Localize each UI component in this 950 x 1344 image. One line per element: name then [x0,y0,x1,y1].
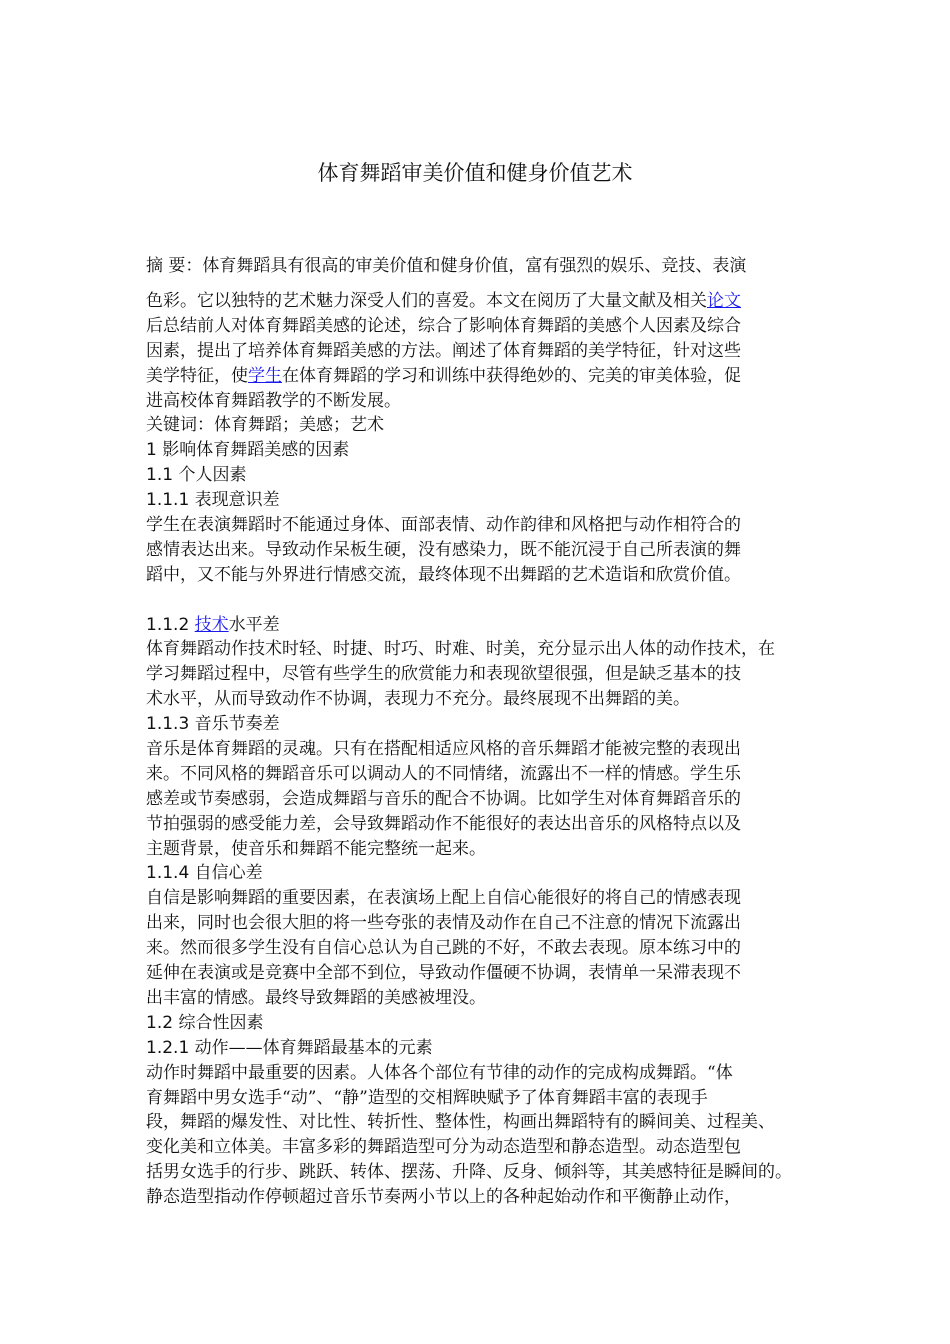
heading-1-1-4: 1.1.4 自信心差 [146,863,263,884]
paragraph-line: 学习舞蹈过程中，尽管有些学生的欣赏能力和表现欲望很强，但是缺乏基本的技 [146,664,741,685]
paragraph-line: 来。不同风格的舞蹈音乐可以调动人的不同情绪，流露出不一样的情感。学生乐 [146,763,741,784]
heading-1-1-2: 1.1.2 技术水平差 [146,614,280,635]
keywords: 关键词：体育舞蹈；美感；艺术 [146,415,384,436]
paragraph-line: 术水平，从而导致动作不协调，表现力不充分。最终展现不出舞蹈的美。 [146,689,690,710]
jishu-link[interactable]: 技术 [194,614,229,635]
paragraph-line: 感情表达出来。导致动作呆板生硬，没有感染力，既不能沉浸于自己所表演的舞 [146,539,741,560]
paragraph-line: 节拍强弱的感受能力差，会导致舞蹈动作不能很好的表达出音乐的风格特点以及 [146,813,741,834]
document-title: 体育舞蹈审美价值和健身价值艺术 [317,161,633,185]
paragraph-line: 主题背景，使音乐和舞蹈不能完整统一起来。 [146,838,486,859]
paragraph-line: 静态造型指动作停顿超过音乐节奏两小节以上的各种起始动作和平衡静止动作， [146,1187,741,1208]
heading-1: 1 影响体育舞蹈美感的因素 [146,440,350,461]
lunwen-link[interactable]: 论文 [707,291,741,311]
paragraph-line: 段，舞蹈的爆发性、对比性、转折性、整体性，构画出舞蹈特有的瞬间美、过程美、 [146,1112,775,1133]
heading-1-2-1: 1.2.1 动作——体育舞蹈最基本的元素 [146,1037,433,1058]
xuesheng-link[interactable]: 学生 [248,365,282,386]
paragraph-line: 来。然而很多学生没有自信心总认为自己跳的不好，不敢去表现。原本练习中的 [146,938,741,959]
abstract-line: 进高校体育舞蹈教学的不断发展。 [146,390,401,411]
paragraph-line: 音乐是体育舞蹈的灵魂。只有在搭配相适应风格的音乐舞蹈才能被完整的表现出 [146,739,741,760]
heading-1-1: 1.1 个人因素 [146,465,247,486]
paragraph-line: 育舞蹈中男女选手“动”、“静”造型的交相辉映赋予了体育舞蹈丰富的表现手 [146,1087,708,1108]
blank-line [146,588,821,613]
paragraph-line: 括男女选手的行步、跳跃、转体、摆荡、升降、反身、倾斜等，其美感特征是瞬间的。 [146,1162,792,1183]
heading-1-2: 1.2 综合性因素 [146,1012,264,1033]
abstract-line: 美学特征，使学生在体育舞蹈的学习和训练中获得绝妙的、完美的审美体验，促 [146,365,741,386]
paragraph-line: 出来，同时也会很大胆的将一些夸张的表情及动作在自己不注意的情况下流露出 [146,913,741,934]
document-body [146,289,821,1210]
paragraph-line: 延伸在表演或是竞赛中全部不到位，导致动作僵硬不协调，表情单一呆滞表现不 [146,963,741,984]
paragraph-line: 学生在表演舞蹈时不能通过身体、面部表情、动作韵律和风格把与动作相符合的 [146,515,741,536]
paragraph-line: 体育舞蹈动作技术时轻、时捷、时巧、时难、时美，充分显示出人体的动作技术，在 [146,639,775,660]
abstract-line: 因素，提出了培养体育舞蹈美感的方法。阐述了体育舞蹈的美学特征，针对这些 [146,340,741,361]
abstract-line: 色彩。它以独特的艺术魅力深受人们的喜爱。本文在阅历了大量文献及相关论文 [146,291,741,311]
paragraph-line: 自信是影响舞蹈的重要因素，在表演场上配上自信心能很好的将自己的情感表现 [146,888,741,909]
paragraph-line: 变化美和立体美。丰富多彩的舞蹈造型可分为动态造型和静态造型。动态造型包 [146,1137,741,1158]
paragraph-line: 感差或节奏感弱，会造成舞蹈与音乐的配合不协调。比如学生对体育舞蹈音乐的 [146,788,741,809]
heading-1-1-1: 1.1.1 表现意识差 [146,490,280,511]
paragraph-line: 出丰富的情感。最终导致舞蹈的美感被埋没。 [146,987,486,1008]
abstract-line: 后总结前人对体育舞蹈美感的论述，综合了影响体育舞蹈的美感个人因素及综合 [146,315,741,336]
heading-1-1-3: 1.1.3 音乐节奏差 [146,714,280,735]
abstract-first-line: 摘 要：体育舞蹈具有很高的审美价值和健身价值，富有强烈的娱乐、竞技、表演 [146,256,747,276]
paragraph-line: 动作时舞蹈中最重要的因素。人体各个部位有节律的动作的完成构成舞蹈。“体 [146,1062,733,1083]
paragraph-line: 蹈中，又不能与外界进行情感交流，最终体现不出舞蹈的艺术造诣和欣赏价值。 [146,564,741,585]
